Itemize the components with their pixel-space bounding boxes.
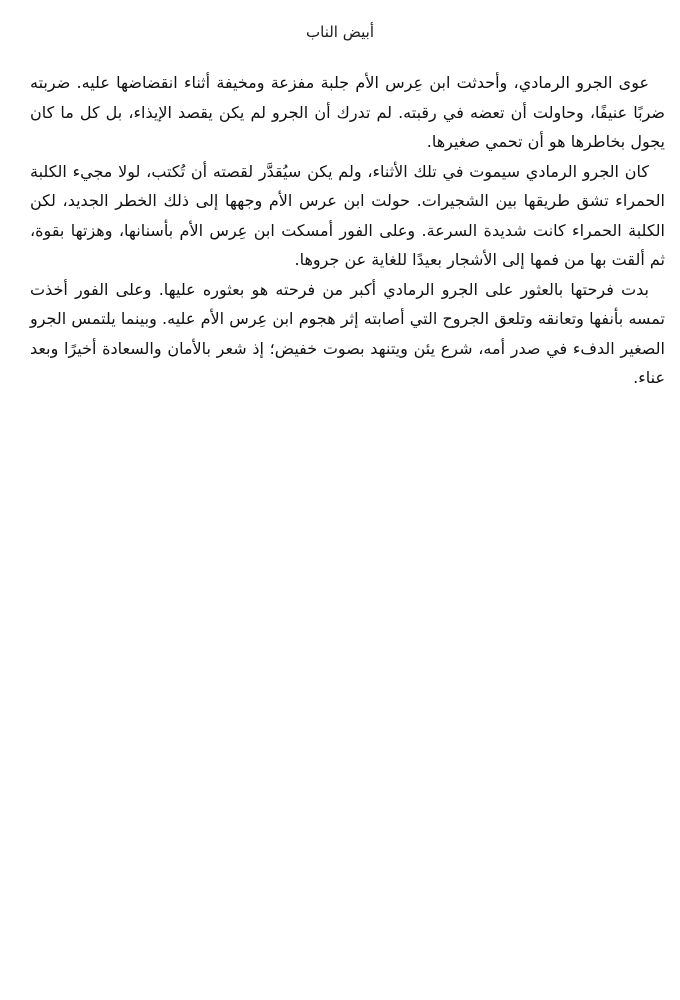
paragraph-3: بدت فرحتها بالعثور على الجرو الرمادي أكبر من فرحته هو بعثوره عليها. وعلى الفور أخذت تمسه بأنفها وتعانقه وتلعق الجروح التي أصابته إثر هجوم ابن عِرس الأم عليه. وبينما يلتمس الجرو الصغير الدفء في صدر أمه، شرع يئن ويتنهد بصوت خفيض؛ إذ شعر بالأمان والسعادة أخيرًا وبعد عناء. <box>30 279 665 387</box>
body-text <box>30 68 665 393</box>
running-header: أبيض الناب <box>306 23 374 41</box>
paragraph-2: كان الجرو الرمادي سيموت في تلك الأثناء، ولم يكن سيُقدَّر لقصته أن تُكتب، لولا مجيء الكلبة الحمراء تشق طريقها بين الشجيرات. حولت ابن عرس الأم وجهها إلى ذلك الخطر الجديد، لكن الكلبة الحمراء كانت شديدة السرعة. وعلى الفور أمسكت ابن عِرس الأم بأسنانها، وهزتها بقوة، ثم ألقت بها من فمها إلى الأشجار بعيدًا للغاية عن جروها. <box>30 161 665 269</box>
paragraph-1: عوى الجرو الرمادي، وأحدثت ابن عِرس الأم جلبة مفزعة ومخيفة أثناء انقضاضها عليه. ضربته ضربًا عنيفًا، وحاولت أن تعضه في رقبته. لم تدرك أن الجرو لم يكن يقصد الإيذاء، بل كل ما كان يجول بخاطرها هو أن تحمي صغيرها. <box>30 73 665 151</box>
